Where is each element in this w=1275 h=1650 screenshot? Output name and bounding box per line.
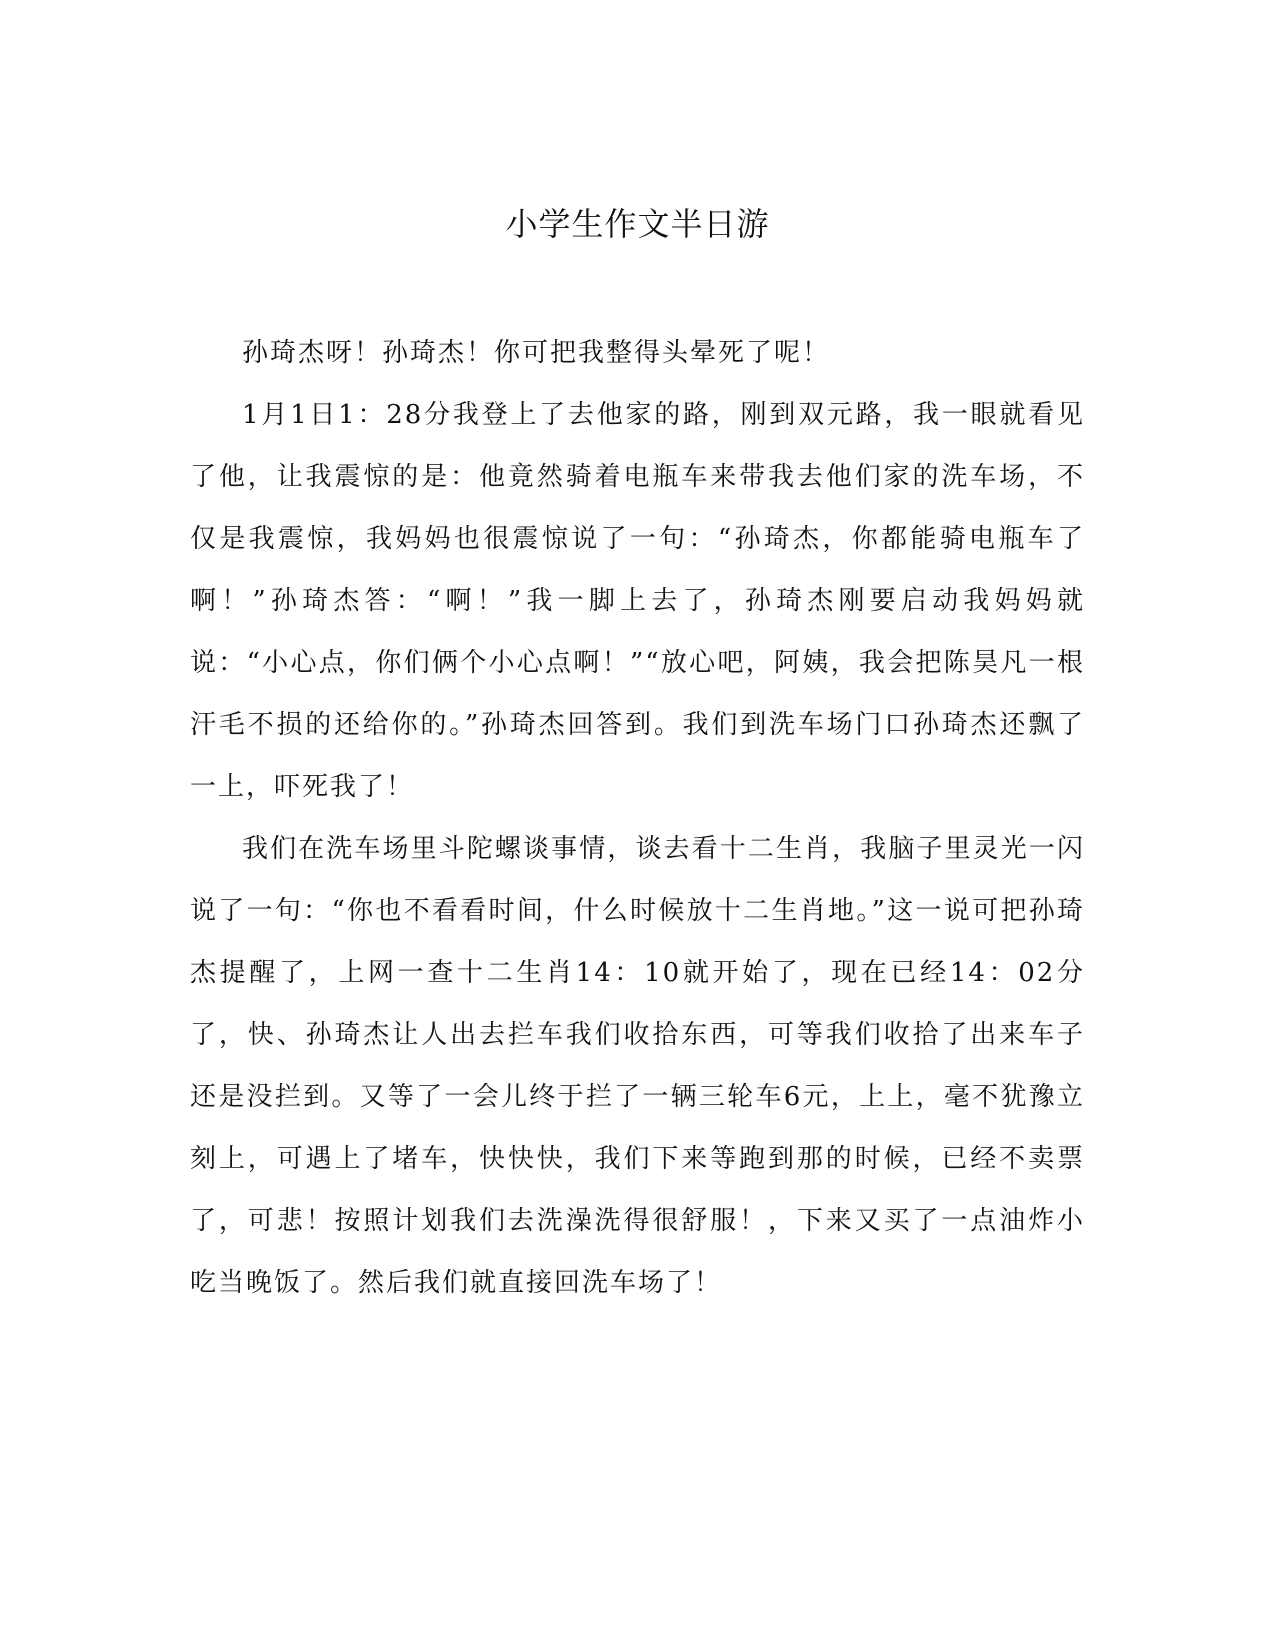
document-title: 小学生作文半日游 (505, 205, 770, 243)
paragraph-3: 我们在洗车场里斗陀螺谈事情，谈去看十二生肖，我脑子里灵光一闪说了一句：“你也不看看时间，什么时候放十二生肖地。”这一说可把孙琦杰提醒了，上网一查十二生肖14：10就开始了，现在已经14：02分了，快、孙琦杰让人出去拦车我们收拾东西，可等我们收拾了出来车子还是没拦到。又等了一会儿终于拦了一辆三轮车6元，上上，毫不犹豫立刻上，可遇上了堵车，快快快，我们下来等跑到那的时候，已经不卖票了，可悲！按照计划我们去洗澡洗得很舒服！，下来又买了一点油炸小吃当晚饭了。然后我们就直接回洗车场了！ (190, 834, 1085, 1298)
paragraph-1: 孙琦杰呀！孙琦杰！你可把我整得头晕死了呢！ (242, 338, 831, 368)
paragraph-2: 1月1日1：28分我登上了去他家的路，刚到双元路，我一眼就看见了他，让我震惊的是：他竟然骑着电瓶车来带我去他们家的洗车场，不仅是我震惊，我妈妈也很震惊说了一句：“孙琦杰，你都能骑电瓶车了啊！”孙琦杰答：“啊！”我一脚上去了，孙琦杰刚要启动我妈妈就说：“小心点，你们俩个小心点啊！”“放心吧，阿姨，我会把陈昊凡一根汗毛不损的还给你的。”孙琦杰回答到。我们到洗车场门口孙琦杰还飘了一上，吓死我了！ (190, 400, 1085, 802)
document-body (190, 322, 1085, 1314)
